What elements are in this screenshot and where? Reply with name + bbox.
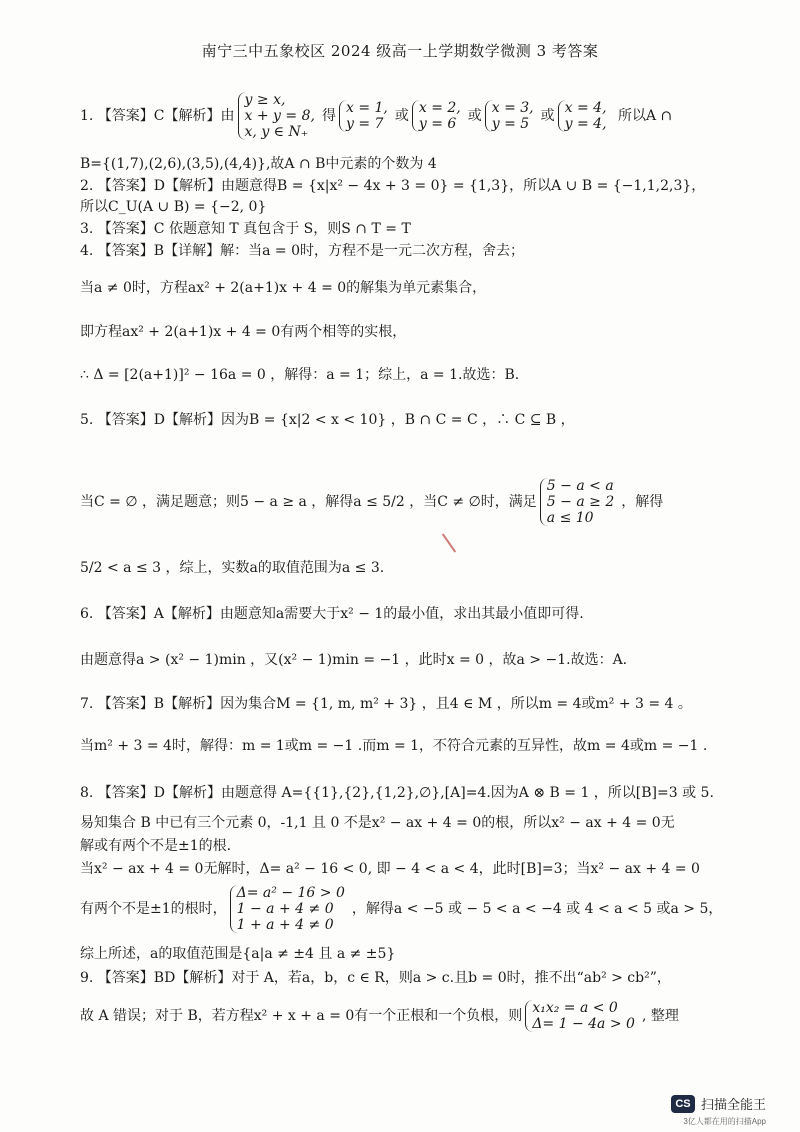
q6-line2: 由题意得a > (x² − 1)min ，又(x² − 1)min = −1 ，此时x = 0 ，故a > −1.故选：A. — [80, 652, 628, 668]
q9-line2: 故 A 错误；对于 B，若方程x² + x + a = 0有一个正根和一个负根，则 x₁x₂ = a < 0 Δ= 1 − 4a > 0 , 整理 — [80, 1000, 679, 1032]
q5-line2: 当C = ∅ ，满足题意；则5 − a ≥ a ，解得a ≤ 5/2 ，当C ≠ ∅时，满足 5 − a < a 5 − a ≥ 2 a ≤ 10 ，解得 — [80, 478, 664, 526]
q2-line1: 2. 【答案】D【解析】由题意得B = {x|x² − 4x + 3 = 0} = {1,3}，所以A ∪ B = {−1,1,2,3}， — [80, 178, 706, 194]
q2-line2: 所以C_U(A ∪ B) = {−2, 0} — [80, 199, 267, 215]
q1-solution-4: x = 4, y = 4, — [558, 100, 611, 132]
q1-lead: 1. 【答案】C【解析】由 — [80, 108, 235, 124]
q9-line1: 9. 【答案】BD【解析】对于 A，若a，b，c ∈ R，则a > c.且b = 0时，推不出“ab² > cb²”， — [80, 970, 671, 986]
q6-line1: 6. 【答案】A【解析】由题意知a需要大于x² − 1的最小值，求出其最小值即可得. — [80, 606, 584, 622]
q1-line1: 1. 【答案】C【解析】由 y ≥ x, x + y = 8, x, y ∈ N₊ 得 x = 1, y = 7 或 x = 2, y = 6 或 x = 3, y = 5 或 x = 4, y = 4, 所以A ∩ — [80, 92, 673, 140]
q4-line2: 当a ≠ 0时，方程ax² + 2(a+1)x + 4 = 0的解集为单元素集合， — [80, 280, 487, 296]
q7-line1: 7. 【答案】B【解析】因为集合M = {1, m, m² + 3} ，且4 ∈ M ，所以m = 4或m² + 3 = 4 。 — [80, 696, 692, 712]
q7-line2: 当m² + 3 = 4时，解得：m = 1或m = −1 .而m = 1，不符合元素的互异性，故m = 4或m = −1 . — [80, 738, 708, 754]
camscanner-logo-icon: CS — [671, 1095, 695, 1113]
q1-solution-3: x = 3, y = 5 — [485, 100, 538, 132]
q5-line1: 5. 【答案】D【解析】因为B = {x|2 < x < 10} ，B ∩ C = C ，∴ C ⊆ B ， — [80, 412, 575, 428]
q8-line4: 当x² − ax + 4 = 0无解时，Δ= a² − 16 < 0, 即 − 4 < a < 4，此时[B]=3；当x² − ax + 4 = 0 — [80, 861, 700, 877]
q8-condition-system: Δ= a² − 16 > 0 1 − a + 4 ≠ 0 1 + a + 4 ≠ 0 — [230, 885, 349, 933]
q8-line6: 综上所述，a的取值范围是{a|a ≠ ±4 且 a ≠ ±5} — [80, 946, 396, 962]
q1-solution-1: x = 1, y = 7 — [339, 100, 392, 132]
q8-line1: 8. 【答案】D【解析】由题意得 A={{1},{2},{1,2},∅},[A]=4.因为A ⊗ B = 1 ，所以[B]=3 或 5. — [80, 785, 714, 801]
scanner-watermark — [671, 1094, 766, 1113]
q8-line5: 有两个不是±1的根时， Δ= a² − 16 > 0 1 − a + 4 ≠ 0 1 + a + 4 ≠ 0 ，解得a < −5 或 − 5 < a < −4 或 4 < a < 5 或a > 5， — [80, 885, 723, 933]
q1-line2: B={(1,7),(2,6),(3,5),(4,4)},故A ∩ B中元素的个数为 4 — [80, 156, 437, 172]
q8-line3: 解或有两个不是±1的根. — [80, 838, 232, 854]
q1-solution-2: x = 2, y = 6 — [412, 100, 465, 132]
q5-line3: 5/2 < a ≤ 3 ，综上，实数a的取值范围为a ≤ 3. — [80, 560, 385, 576]
scanner-app-name: 扫描全能王 — [700, 1097, 766, 1112]
q5-condition-system: 5 − a < a 5 − a ≥ 2 a ≤ 10 — [540, 478, 618, 526]
scanner-tagline: 3亿人都在用的扫描App — [683, 1117, 766, 1126]
q3-line1: 3. 【答案】C 依题意知 T 真包含于 S，则S ∩ T = T — [80, 221, 411, 237]
q1-system: y ≥ x, x + y = 8, x, y ∈ N₊ — [238, 92, 319, 140]
page-title: 南宁三中五象校区 2024 级高一上学期数学微测 3 考答案 — [201, 42, 599, 60]
q8-line2: 易知集合 B 中已有三个元素 0，-1,1 且 0 不是x² − ax + 4 = 0的根，所以x² − ax + 4 = 0无 — [80, 815, 675, 831]
q9-condition-system: x₁x₂ = a < 0 Δ= 1 − 4a > 0 — [525, 1000, 639, 1032]
q4-line3: 即方程ax² + 2(a+1)x + 4 = 0有两个相等的实根， — [80, 324, 407, 340]
pen-mark — [442, 533, 456, 552]
q4-line1: 4. 【答案】B【详解】解：当a = 0时，方程不是一元二次方程，舍去； — [80, 243, 524, 259]
q4-line4: ∴ Δ = [2(a+1)]² − 16a = 0 ，解得：a = 1；综上，a = 1.故选：B. — [80, 367, 520, 383]
